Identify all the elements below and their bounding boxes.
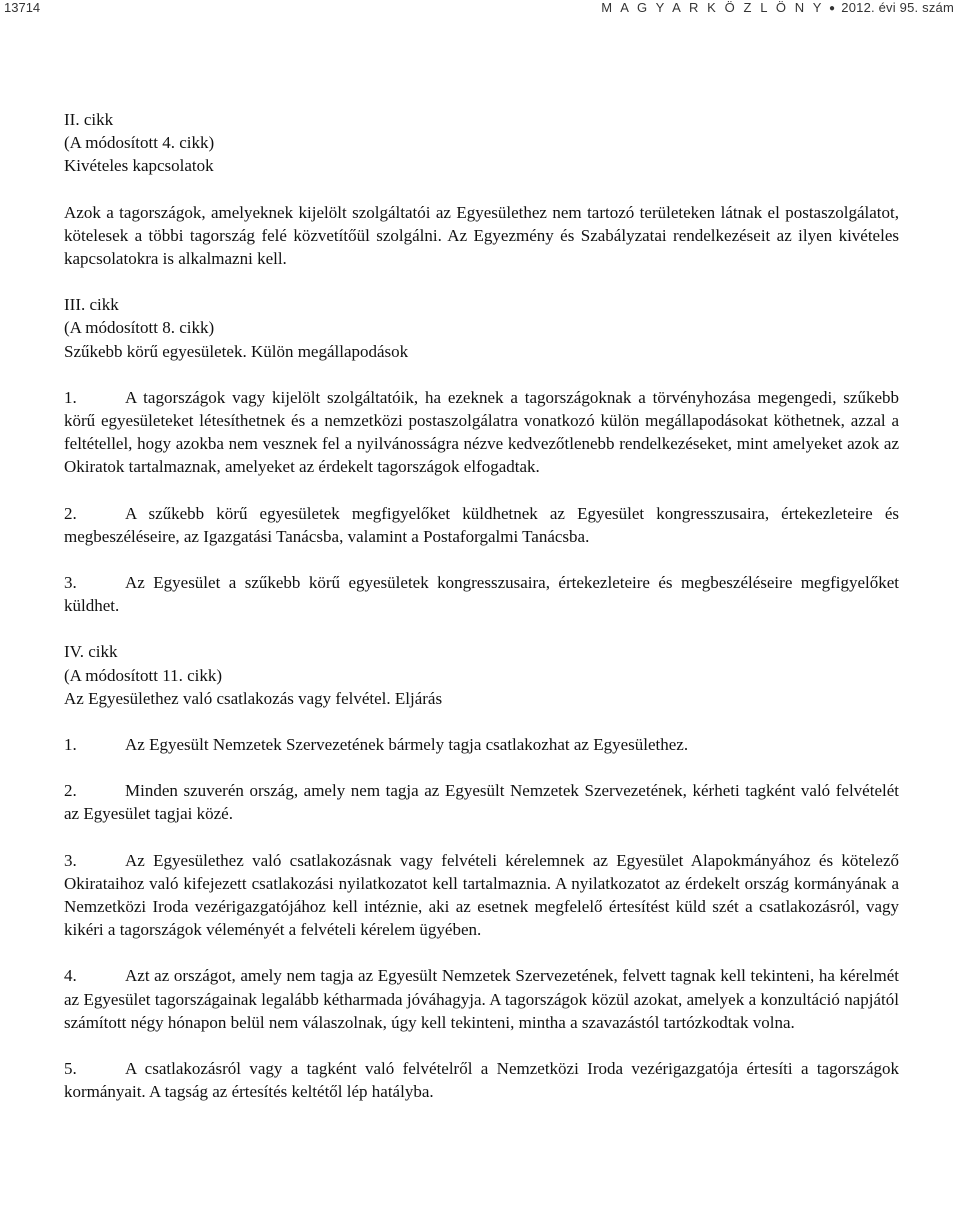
article-section [64,640,899,1103]
paragraph-number: 3. [64,573,77,593]
article-section [64,108,899,293]
article-reference: (A módosított 4. cikk) [64,133,215,153]
paragraph-text: A csatlakozásról vagy a tagként való felvételről a Nemzetközi Iroda vezérigazgatója értesíti a tagországok kormányait. A tagság az értesítés keltétől lép hatályba. [64,1059,899,1102]
journal-name: M A G Y A R K Ö Z L Ö N Y [601,0,825,15]
article-reference: (A módosított 11. cikk) [64,665,223,685]
paragraph-number: 4. [64,966,77,986]
numbered-paragraph [64,779,899,825]
paragraph [64,201,899,271]
paragraph-number: 2. [64,781,77,801]
paragraph-text: Minden szuverén ország, amely nem tagja az Egyesült Nemzetek Szervezetének, kérheti tagként való felvételét az Egyesület tagjai közé. [64,781,899,824]
article-section [64,293,899,640]
bullet-icon: ● [829,3,836,14]
article-heading: Kivételes kapcsolatok [64,156,214,176]
numbered-paragraph [64,571,899,617]
running-header [0,0,960,22]
paragraph-text: Azok a tagországok, amelyeknek kijelölt szolgáltatói az Egyesülethez nem tartozó területeken látnak el postaszolgálatot, kötelesek a többi tagország felé közvetítőül szolgálni. Az Egyezmény és Szabályzatai rendelkezéseit az ilyen kivételes kapcsolatokra is alkalmazni kell. [64,202,899,269]
article-number: II. cikk [64,110,114,129]
article-number: IV. cikk [64,642,118,662]
numbered-paragraph [64,733,899,756]
paragraph-number: 2. [64,503,77,523]
paragraph-number: 5. [64,1059,77,1079]
article-reference: (A módosított 8. cikk) [64,318,215,338]
numbered-paragraph [64,502,899,548]
paragraph-number: 3. [64,850,77,870]
paragraph-number: 1. [64,387,77,407]
paragraph-text: Azt az országot, amely nem tagja az Egyesült Nemzetek Szervezetének, felvett tagnak kell tekinteni, ha kérelmét az Egyesület tagországainak legalább kétharmada jóváhagyja. A tagországok közül azokat, amelyek a konzultáció napjától számított négy hónapon belül nem válaszolnak, úgy kell tekinteni, mintha a szavazástól tartózkodtak volna. [64,966,899,1032]
paragraph-text: Az Egyesület a szűkebb körű egyesületek kongresszusaira, értekezleteire és megbeszéléseire megfigyelőket küldhet. [64,573,899,616]
article-heading: Az Egyesülethez való csatlakozás vagy felvétel. Eljárás [64,688,443,708]
paragraph-text: A szűkebb körű egyesületek megfigyelőket küldhetnek az Egyesület kongresszusaira, értekezleteire és megbeszéléseire, az Igazgatási Tanácsba, valamint a Postaforgalmi Tanácsba. [64,503,899,546]
paragraph-number: 1. [64,735,77,755]
numbered-paragraph [64,849,899,942]
paragraph-text: Az Egyesülethez való csatlakozásnak vagy felvételi kérelemnek az Egyesület Alapokmányához és kötelező Okirataihoz való kifejezett csatlakozási nyilatkozatot kell tartalmaznia. A nyilatkozatot az érdekelt ország kormányának a Nemzetközi Iroda vezérigazgatójához kell intéznie, aki az esetnek megfelelő értesítést küld szét a csatlakozásról, vagy kikéri a tagországok véleményét a felvételi kérelem ügyében. [64,850,899,940]
numbered-paragraph [64,964,899,1034]
paragraph-text: A tagországok vagy kijelölt szolgáltatóik, ha ezeknek a tagországoknak a törvényhozása megengedi, szűkebb körű egyesületeket létesíthetnek és a nemzetközi postaszolgálatra vonatkozó külön megállapodásokat köthetnek, azzal a feltétellel, hogy azokba nem vesznek fel a nyilvánosságra nézve kedvezőtlenebb rendelkezéseket, mint amelyeket azok az Okiratok tartalmaznak, amelyeket az érdekelt tagországok elfogadtak. [64,387,899,477]
article-heading: Szűkebb körű egyesületek. Külön megállapodások [64,341,409,361]
numbered-paragraph [64,1057,899,1103]
paragraph-text: Az Egyesült Nemzetek Szervezetének bármely tagja csatlakozhat az Egyesülethez. [125,735,689,755]
article-number: III. cikk [64,295,119,315]
issue-number: 2012. évi 95. szám [841,0,954,15]
journal-title [601,0,954,15]
page-number: 13714 [4,0,41,15]
document-body [64,108,899,1104]
numbered-paragraph [64,386,899,479]
